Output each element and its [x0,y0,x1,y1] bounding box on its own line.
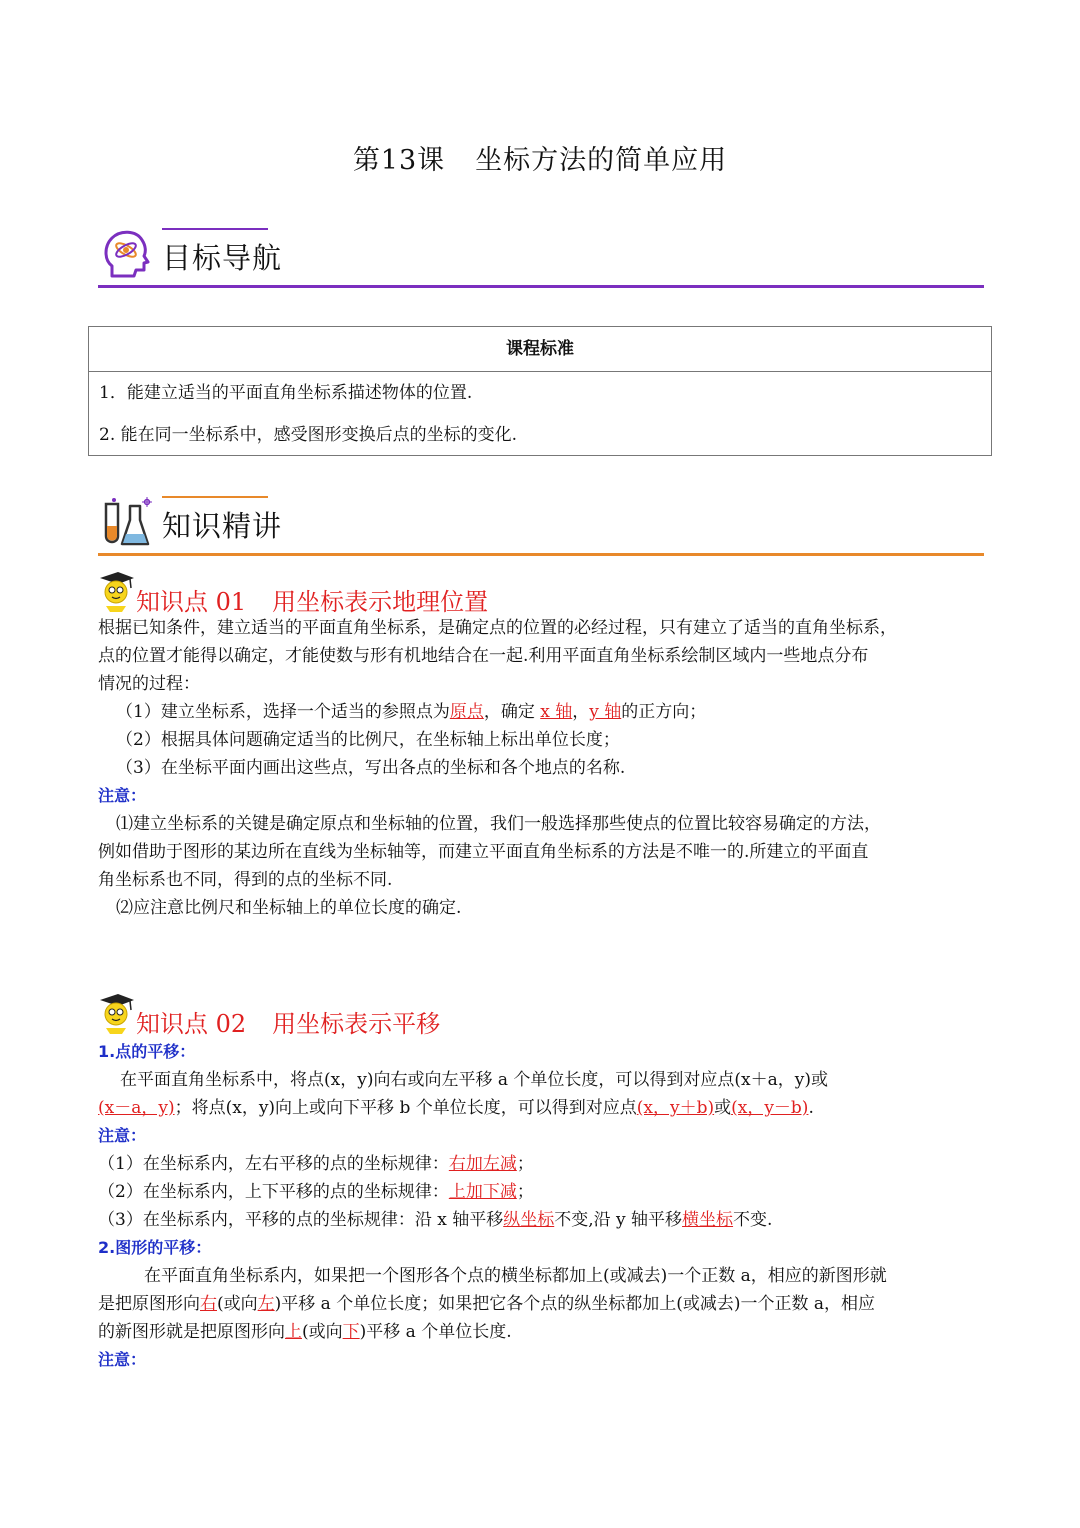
standard-item-1: 1．能建立适当的平面直角坐标系描述物体的位置. [99,383,473,403]
text: 或 [714,1098,732,1118]
key-term: (x－a，y) [98,1098,175,1118]
note-label: 注意： [98,786,147,805]
section-knowledge-header [98,496,984,556]
text: ；将点(x，y)向上或向下平移 b 个单位长度，可以得到对应点 [174,1098,637,1118]
kp2-title [136,1004,440,1039]
note-line: ⑵应注意比例尺和坐标轴上的单位长度的确定. [116,898,462,918]
text: )平移 a 个单位长度；如果把它各个点的纵坐标都加上(或减去)一个正数 a，相应 [274,1294,876,1314]
key-term: (x，y＋b) [636,1098,715,1118]
kp2-body [98,1038,986,1374]
course-standard-table [88,326,992,456]
header-accent-line [162,228,268,230]
lesson-number: 第13课 [352,145,446,176]
paragraph-line: 情况的过程： [98,674,200,694]
doctor-cap-mascot-icon [96,568,136,614]
header-underline [98,285,984,288]
text: ，确定 [483,702,541,722]
text: 不变,沿 y 轴平移 [554,1210,683,1230]
key-term: 右 [200,1294,217,1314]
paragraph-line: 在平面直角坐标系内，如果把一个图形各个点的横坐标都加上(或减去)一个正数 a，相应的新图形就 [144,1266,887,1286]
key-term: 上加下减 [448,1182,517,1202]
standard-item-2: 2. 能在同一坐标系中，感受图形变换后点的坐标的变化. [99,425,518,445]
key-term: x 轴 [540,702,573,722]
rule-3 [98,1206,986,1234]
flask-icon [100,496,154,550]
note-line: 角坐标系也不同，得到的点的坐标不同. [98,870,393,890]
doctor-cap-mascot-icon [96,990,136,1036]
note-label: 注意： [98,1350,147,1369]
text: 不变. [733,1210,773,1230]
text: 的新图形就是把原图形向 [98,1322,285,1342]
note-label: 注意： [98,1126,147,1145]
text: (或向 [302,1322,343,1342]
text: ； [516,1154,534,1174]
paragraph-line [98,1094,986,1122]
header-accent-line [162,496,268,498]
paragraph-line [98,1290,986,1318]
section-knowledge-title: 知识精讲 [162,509,283,543]
text: 的正方向； [621,702,707,722]
text: （1）在坐标系内，左右平移的点的坐标规律： [98,1154,449,1174]
key-term: 横坐标 [682,1210,734,1230]
key-term: 纵坐标 [503,1210,555,1230]
key-term: y 轴 [589,702,622,722]
key-term: 原点 [449,702,484,722]
key-term: 上 [285,1322,302,1342]
kp1-title-text: 用坐标表示地理位置 [272,588,489,616]
subheading-shape-translation: 2.图形的平移： [98,1238,212,1257]
kp1-title [136,582,488,617]
key-term: 下 [342,1322,360,1342]
kp1-header [96,568,696,616]
table-header: 课程标准 [89,327,991,372]
rule-2 [98,1178,986,1206]
text: . [808,1098,814,1118]
kp1-step-2: （2）根据具体问题确定适当的比例尺，在坐标轴上标出单位长度； [116,730,620,750]
head-atom-icon [100,228,154,282]
kp2-header [96,990,696,1038]
section-goals-title: 目标导航 [162,241,283,275]
paragraph-line: 在平面直角坐标系中，将点(x，y)向右或向左平移 a 个单位长度，可以得到对应点(x＋a，y)或 [120,1070,828,1090]
page-title [0,138,1080,177]
kp1-body [98,614,986,922]
kp2-number: 知识点 02 [136,1010,247,1038]
header-underline [98,553,984,556]
key-term: 右加左减 [448,1154,517,1174]
text: )平移 a 个单位长度. [359,1322,512,1342]
kp1-step-1 [98,698,986,726]
paragraph-line [98,1318,986,1346]
key-term: (x，y－b) [731,1098,809,1118]
key-term: 左 [257,1294,275,1314]
note-line: 例如借助于图形的某边所在直线为坐标轴等，而建立平面直角坐标系的方法是不唯一的.所建立的平面直 [98,842,869,862]
section-goals-header [98,228,984,288]
text: （3）在坐标系内，平移的点的坐标规律：沿 x 轴平移 [98,1210,504,1230]
text: （2）在坐标系内，上下平移的点的坐标规律： [98,1182,449,1202]
text: 是把原图形向 [98,1294,200,1314]
kp1-step-3: （3）在坐标平面内画出这些点，写出各点的坐标和各个地点的名称. [116,758,626,778]
text: ， [572,702,590,722]
paragraph-line: 根据已知条件，建立适当的平面直角坐标系，是确定点的位置的必经过程，只有建立了适当的直角坐标系， [98,618,897,638]
text: (或向 [217,1294,258,1314]
lesson-topic: 坐标方法的简单应用 [475,145,728,176]
text: ； [516,1182,534,1202]
rule-1 [98,1150,986,1178]
kp2-title-text: 用坐标表示平移 [272,1010,441,1038]
note-line: ⑴建立坐标系的关键是确定原点和坐标轴的位置，我们一般选择那些使点的位置比较容易确定的方法， [116,814,881,834]
kp1-number: 知识点 01 [136,588,247,616]
subheading-point-translation: 1.点的平移： [98,1042,196,1061]
text: （1）建立坐标系，选择一个适当的参照点为 [116,702,450,722]
paragraph-line: 点的位置才能得以确定，才能使数与形有机地结合在一起.利用平面直角坐标系绘制区域内一些地点分布 [98,646,869,666]
